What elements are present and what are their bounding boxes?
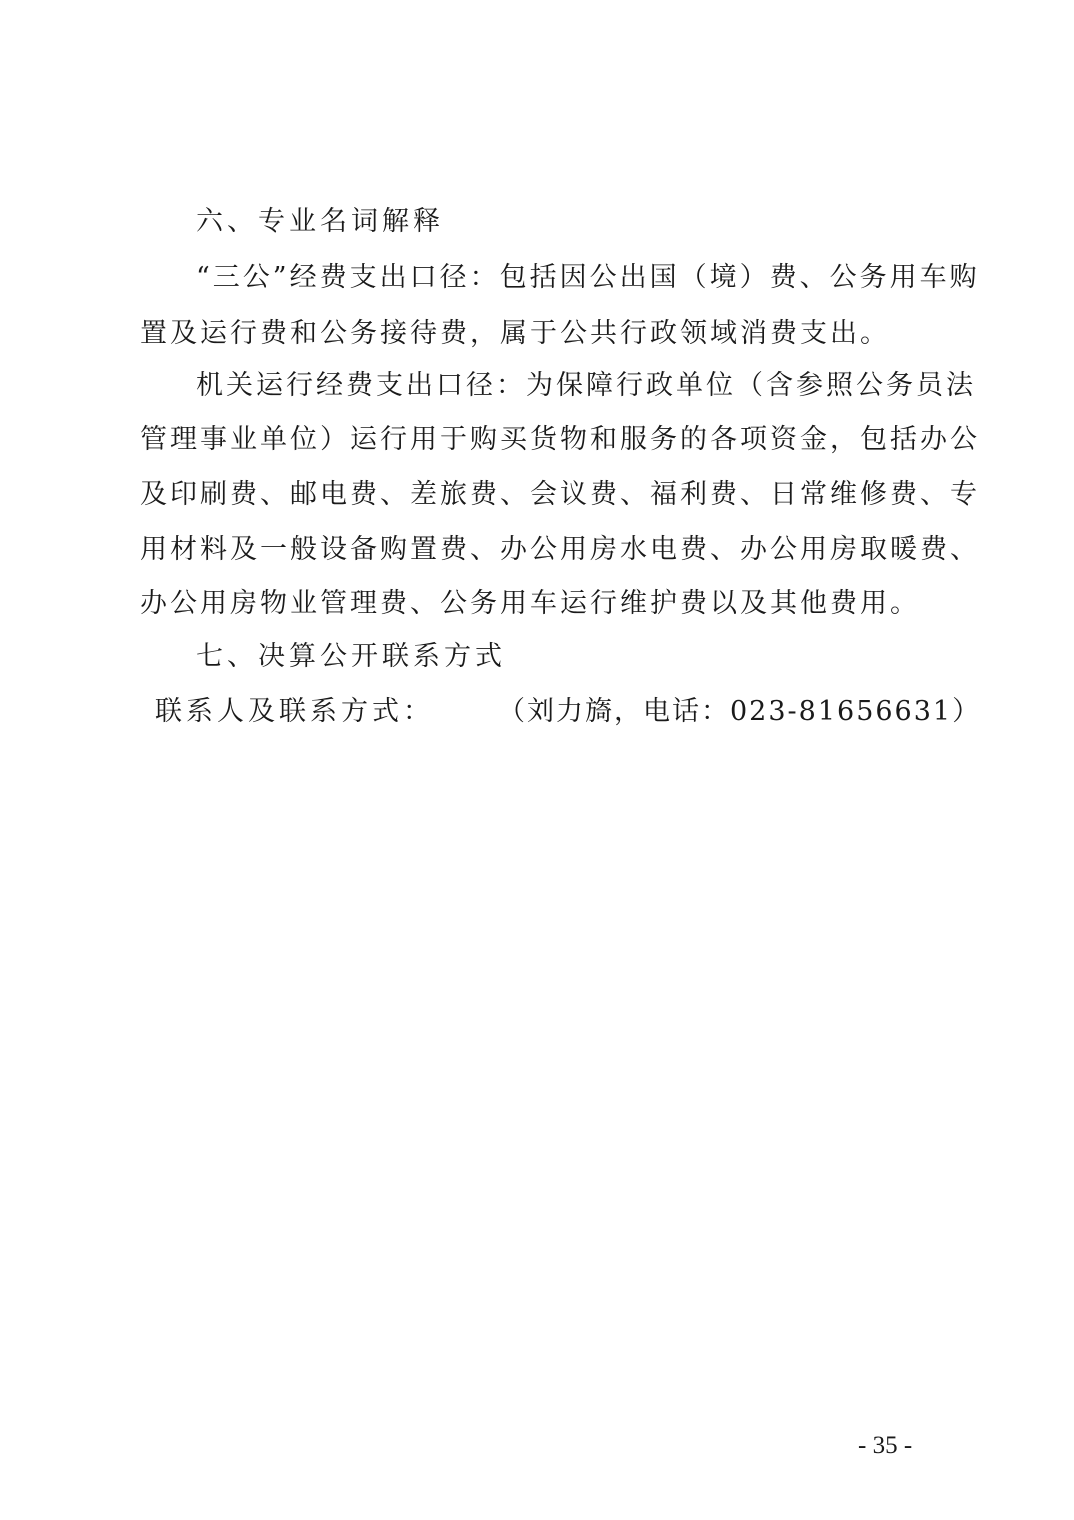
operating-costs-paragraph-line-4: 用材料及一般设备购置费、办公用房水电费、办公用房取暖费、 <box>140 534 980 565</box>
operating-costs-paragraph-line-1: 机关运行经费支出口径：为保障行政单位（含参照公务员法 <box>196 370 976 401</box>
section-seven-heading: 七、决算公开联系方式 <box>196 641 506 672</box>
san-gong-paragraph-line-1: “三公”经费支出口径：包括因公出国（境）费、公务用车购 <box>196 262 980 293</box>
operating-costs-paragraph-line-5: 办公用房物业管理费、公务用车运行维护费以及其他费用。 <box>140 588 920 619</box>
contact-value: （刘力旖，电话：023-81656631） <box>498 696 982 727</box>
section-six-heading: 六、专业名词解释 <box>196 206 444 237</box>
contact-label: 联系人及联系方式： <box>155 696 434 727</box>
contact-row <box>155 692 982 732</box>
operating-costs-paragraph-line-2: 管理事业单位）运行用于购买货物和服务的各项资金，包括办公 <box>140 424 980 455</box>
operating-costs-paragraph-line-3: 及印刷费、邮电费、差旅费、会议费、福利费、日常维修费、专 <box>140 479 980 510</box>
page-number: - 35 - <box>858 1432 913 1459</box>
san-gong-paragraph-line-2: 置及运行费和公务接待费，属于公共行政领域消费支出。 <box>140 318 890 349</box>
